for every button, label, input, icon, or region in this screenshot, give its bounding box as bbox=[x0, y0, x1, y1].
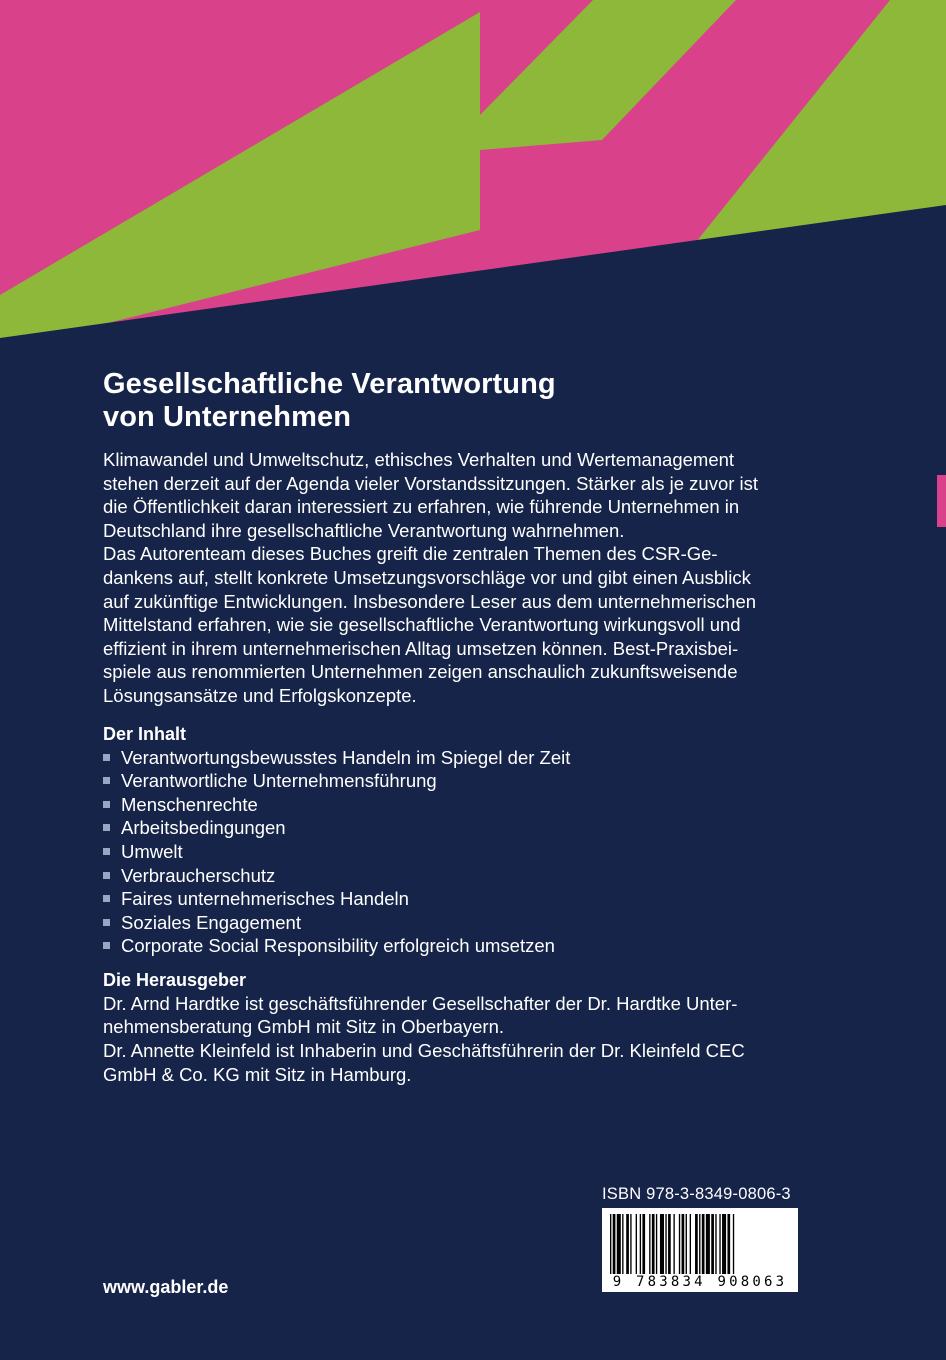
text-line: Das Autorenteam dieses Buches greift die zentralen Themen des CSR-Ge- bbox=[103, 543, 718, 565]
text-line: die Öffentlichkeit daran interessiert zu erfahren, wie führende Unternehmen in bbox=[103, 496, 740, 518]
publisher-website[interactable]: www.gabler.de bbox=[103, 1277, 229, 1297]
barcode-bar bbox=[668, 1214, 671, 1276]
square-bullet-icon bbox=[103, 824, 110, 831]
square-bullet-icon bbox=[103, 872, 110, 879]
title-line: von Unternehmen bbox=[103, 401, 352, 433]
editors-text bbox=[103, 992, 793, 1086]
barcode-bar bbox=[652, 1214, 655, 1276]
contents-heading: Der Inhalt bbox=[103, 723, 187, 744]
barcode-bar bbox=[665, 1214, 666, 1276]
barcode-bar bbox=[690, 1214, 691, 1276]
barcode-bar bbox=[682, 1214, 685, 1276]
barcode-bar bbox=[610, 1214, 611, 1276]
isbn-number: ISBN 978-3-8349-0806-3 bbox=[602, 1185, 791, 1203]
back-cover-content bbox=[103, 368, 793, 1086]
barcode-bar bbox=[630, 1214, 631, 1276]
list-item bbox=[103, 769, 793, 793]
square-bullet-icon bbox=[103, 801, 110, 808]
barcode-bar bbox=[711, 1214, 714, 1276]
list-item bbox=[103, 911, 793, 935]
list-item bbox=[103, 793, 793, 817]
barcode-bar bbox=[626, 1214, 629, 1276]
square-bullet-icon bbox=[103, 919, 110, 926]
list-item-label: Soziales Engagement bbox=[121, 911, 301, 933]
text-line: effizient in ihrem unternehmerischen Alltag umsetzen können. Best-Praxisbei- bbox=[103, 637, 739, 659]
decorative-header-graphic bbox=[0, 0, 946, 350]
barcode-bar bbox=[733, 1214, 734, 1276]
barcode-bar bbox=[679, 1214, 680, 1276]
list-item-label: Umwelt bbox=[121, 840, 183, 862]
square-bullet-icon bbox=[103, 754, 110, 761]
list-item-label: Faires unternehmerisches Handeln bbox=[121, 888, 409, 910]
text-line: Lösungsansätze und Erfolgskonzepte. bbox=[103, 684, 417, 706]
text-line: Dr. Arnd Hardtke ist geschäftsführender Gesellschafter der Dr. Hardtke Unter- bbox=[103, 992, 738, 1014]
list-item-label: Verbraucherschutz bbox=[121, 864, 276, 886]
text-line: spiele aus renommierten Unternehmen zeigen anschaulich zukunftsweisende bbox=[103, 661, 738, 683]
list-item-label: Verantwortliche Unternehmensführung bbox=[121, 770, 437, 792]
barcode-bar bbox=[673, 1214, 674, 1276]
barcode-bar bbox=[640, 1214, 641, 1276]
spine-color-tab bbox=[937, 475, 946, 527]
barcode-bar bbox=[715, 1214, 716, 1276]
barcode-bar bbox=[656, 1214, 657, 1276]
barcode-digits: 9 783834 908063 bbox=[604, 1274, 796, 1290]
text-line: auf zukünftige Entwicklungen. Insbesondere Leser aus dem unternehmerischen bbox=[103, 590, 757, 612]
square-bullet-icon bbox=[103, 942, 110, 949]
barcode-bar bbox=[727, 1214, 730, 1276]
list-item bbox=[103, 887, 793, 911]
contents-list bbox=[103, 746, 793, 958]
list-item-label: Arbeitsbedingungen bbox=[121, 817, 286, 839]
barcode-bar bbox=[699, 1214, 700, 1276]
barcode-bar bbox=[706, 1214, 710, 1276]
barcode-bar bbox=[702, 1214, 705, 1276]
title-line: Gesellschaftliche Verantwortung bbox=[103, 368, 556, 400]
text-line: Deutschland ihre gesellschaftliche Verantwortung wahrnehmen. bbox=[103, 519, 625, 541]
list-item bbox=[103, 816, 793, 840]
barcode-bar bbox=[636, 1214, 637, 1276]
list-item bbox=[103, 934, 793, 958]
barcode-bar bbox=[613, 1214, 616, 1276]
list-item-label: Menschenrechte bbox=[121, 793, 258, 815]
barcode-bar bbox=[660, 1214, 664, 1276]
list-item bbox=[103, 840, 793, 864]
text-line: Mittelstand erfahren, wie sie gesellschaftliche Verantwortung wirkungsvoll und bbox=[103, 614, 741, 636]
list-item bbox=[103, 746, 793, 770]
barcode-bar bbox=[719, 1214, 720, 1276]
barcode-bar bbox=[722, 1214, 726, 1276]
text-line: stehen derzeit auf der Agenda vieler Vorstandssitzungen. Stärker als je zuvor ist bbox=[103, 472, 759, 494]
book-title bbox=[103, 368, 793, 434]
list-item-label: Verantwortungsbewusstes Handeln im Spiegel der Zeit bbox=[121, 746, 571, 768]
text-line: Dr. Annette Kleinfeld ist Inhaberin und Geschäftsführerin der Dr. Kleinfeld CEC bbox=[103, 1040, 745, 1062]
list-item bbox=[103, 864, 793, 888]
barcode-bar bbox=[649, 1214, 650, 1276]
intro-text bbox=[103, 448, 793, 708]
barcode bbox=[602, 1208, 798, 1292]
text-line: dankens auf, stellt konkrete Umsetzungsvorschläge vor und gibt einen Ausblick bbox=[103, 566, 751, 588]
barcode-bar bbox=[642, 1214, 645, 1276]
barcode-bar bbox=[695, 1214, 698, 1276]
editors-heading: Die Herausgeber bbox=[103, 969, 247, 990]
square-bullet-icon bbox=[103, 848, 110, 855]
square-bullet-icon bbox=[103, 895, 110, 902]
barcode-bar bbox=[622, 1214, 623, 1276]
barcode-bar bbox=[686, 1214, 687, 1276]
text-line: Klimawandel und Umweltschutz, ethisches Verhalten und Wertemanagement bbox=[103, 449, 735, 470]
list-item-label: Corporate Social Responsibility erfolgreich umsetzen bbox=[121, 935, 555, 957]
text-line: GmbH & Co. KG mit Sitz in Hamburg. bbox=[103, 1063, 412, 1085]
barcode-bar bbox=[617, 1214, 621, 1276]
text-line: nehmensberatung GmbH mit Sitz in Oberbayern. bbox=[103, 1016, 505, 1038]
square-bullet-icon bbox=[103, 777, 110, 784]
